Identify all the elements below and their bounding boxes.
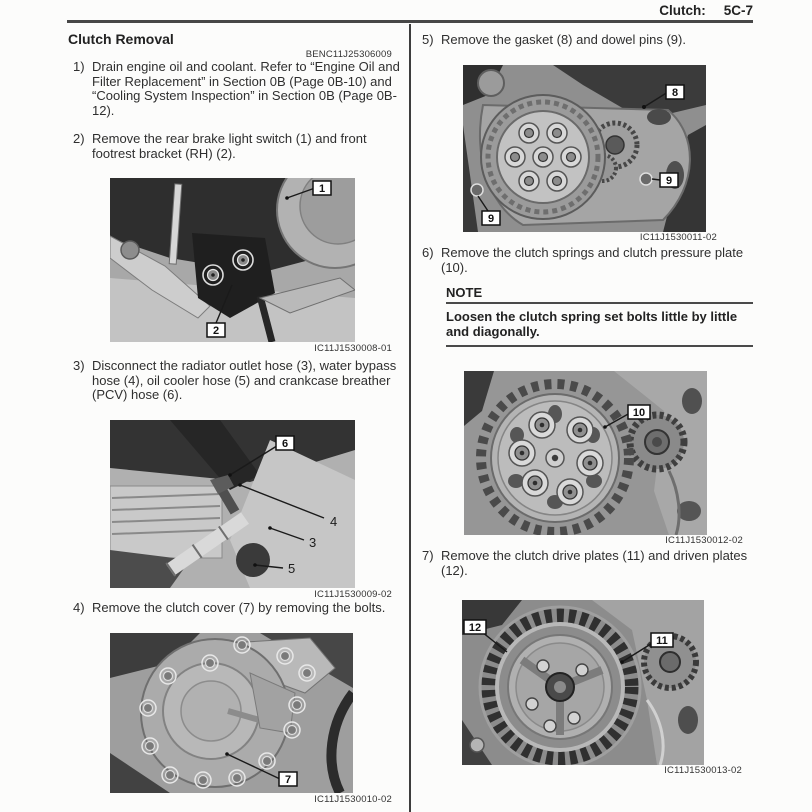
callout-7 (279, 772, 297, 786)
step-7-number: 7) (422, 548, 434, 563)
figure-2-caption: IC11J1530009-02 (314, 589, 392, 600)
step-4-text: Remove the clutch cover (7) by removing the bolts. (92, 600, 386, 615)
step-3-text: Disconnect the radiator outlet hose (3), water bypass hose (4), oil cooler hose (5) and crankcase breather (PCV) hose (6). (92, 358, 397, 402)
callout-2 (207, 323, 225, 337)
callout-12-label: 12 (468, 622, 482, 634)
step-7-text: Remove the clutch drive plates (11) and driven plates (12). (441, 548, 748, 578)
figure-3-caption: IC11J1530010-02 (314, 794, 392, 805)
figure-pressure-plate-photo (464, 371, 707, 535)
callout-9b (482, 211, 500, 225)
callout-10-label: 10 (632, 407, 646, 419)
page-header (453, 3, 753, 18)
header-section-label: Clutch: (659, 3, 706, 18)
figure-hoses-photo (110, 420, 355, 588)
step-3 (73, 359, 407, 403)
figure-gasket-dowel-photo (463, 65, 706, 232)
step-6-text: Remove the clutch springs and clutch pressure plate (10). (441, 245, 744, 275)
doc-code: BENC11J25306009 (305, 49, 392, 60)
header-page-number: 5C-7 (723, 3, 753, 18)
callout-9a (660, 173, 678, 187)
callout-9b-label: 9 (487, 213, 495, 225)
callout-4-label: 4 (330, 514, 338, 529)
note-label: NOTE (446, 285, 483, 300)
step-3-number: 3) (73, 358, 85, 373)
step-6 (422, 246, 758, 275)
callout-7-label: 7 (284, 774, 292, 786)
callout-8-label: 8 (671, 87, 679, 99)
note-text: Loosen the clutch spring set bolts little by little and diagonally. (446, 309, 738, 339)
figure-6-caption: IC11J1530013-02 (664, 765, 742, 776)
step-5-number: 5) (422, 32, 434, 47)
figure-5-caption: IC11J1530012-02 (665, 535, 743, 546)
callout-8 (666, 85, 684, 99)
callout-6-label: 6 (281, 438, 289, 450)
callout-9a-label: 9 (665, 175, 673, 187)
step-5-text: Remove the gasket (8) and dowel pins (9). (441, 32, 686, 47)
step-2-number: 2) (73, 131, 85, 146)
figure-1-caption: IC11J1530008-01 (314, 343, 392, 354)
callout-11-label: 11 (656, 635, 668, 647)
callout-1 (313, 181, 331, 195)
callout-5-label: 5 (288, 561, 296, 576)
callout-3-label: 3 (309, 535, 317, 550)
header-rule (67, 20, 753, 23)
note-rule-bottom (446, 345, 753, 347)
step-5 (422, 33, 756, 48)
callout-6 (276, 436, 294, 450)
step-1-number: 1) (73, 59, 85, 74)
step-1 (73, 60, 407, 118)
step-4-number: 4) (73, 600, 85, 615)
note-rule-top (446, 302, 753, 304)
callout-2-label: 2 (212, 325, 220, 337)
step-4 (73, 601, 407, 616)
figure-4-caption: IC11J1530011-02 (639, 232, 717, 243)
step-6-number: 6) (422, 245, 434, 260)
figure-clutch-plates-photo (462, 600, 704, 765)
step-7 (422, 549, 756, 578)
step-2-text: Remove the rear brake light switch (1) and front footrest bracket (RH) (2). (92, 131, 367, 161)
column-divider (409, 24, 411, 812)
section-title: Clutch Removal (68, 31, 174, 47)
figure-clutch-cover-photo (110, 633, 353, 793)
step-2 (73, 132, 407, 161)
callout-1-label: 1 (318, 183, 326, 195)
step-1-text: Drain engine oil and coolant. Refer to “Engine Oil and Filter Replacement” in Section 0B (Page 0B-10) and “Cooling System Inspection” in Section 0B (Page 0B-12). (92, 59, 400, 118)
callout-10 (628, 405, 650, 419)
figure-brake-switch-photo (110, 178, 355, 342)
